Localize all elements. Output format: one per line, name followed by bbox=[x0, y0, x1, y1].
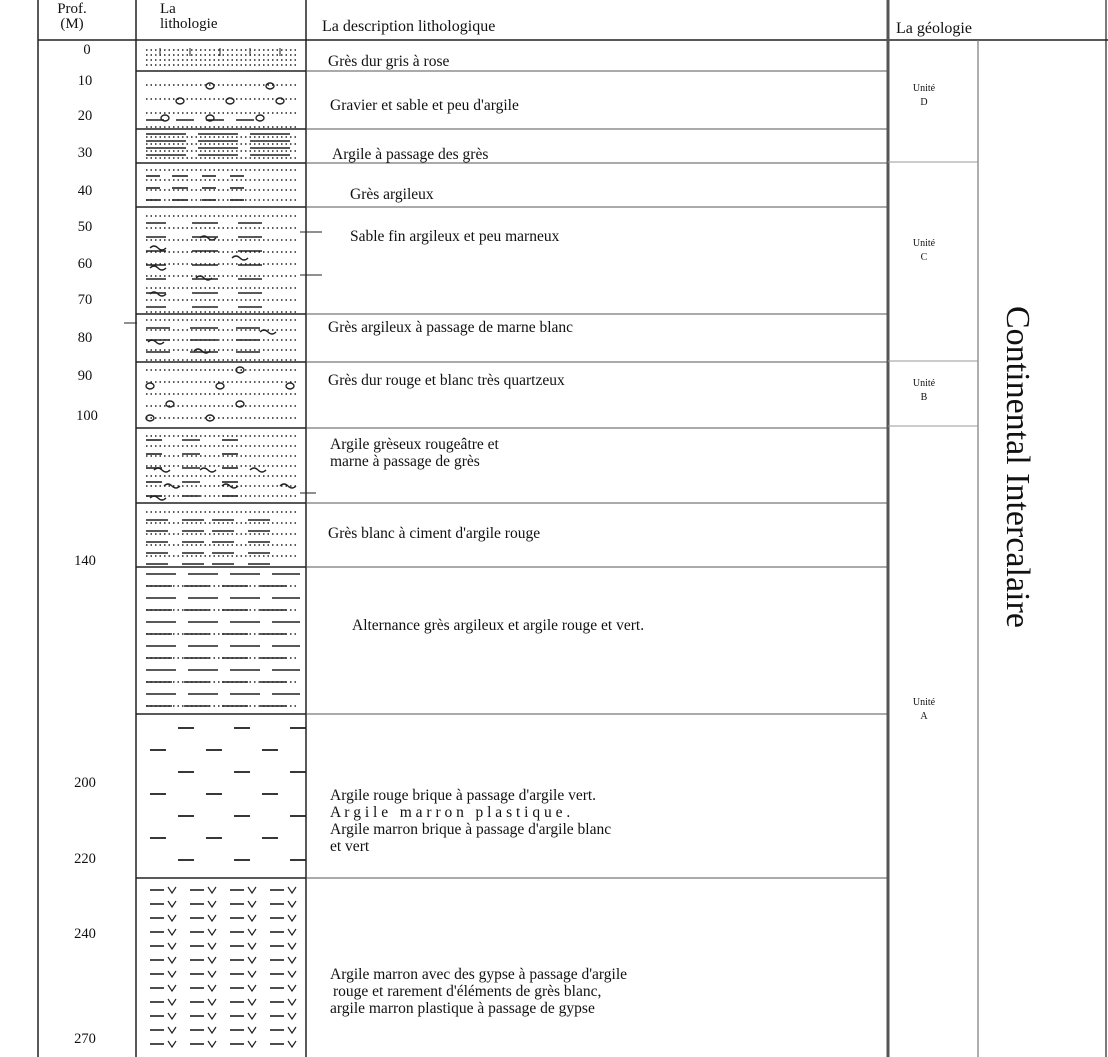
gypsum-symbol bbox=[168, 957, 176, 963]
depth-label: 270 bbox=[74, 1031, 96, 1047]
depth-label: 70 bbox=[77, 292, 93, 308]
depth-label: 220 bbox=[74, 851, 96, 867]
pebble-symbol bbox=[266, 83, 274, 89]
marl-symbol bbox=[222, 484, 238, 488]
gypsum-symbol bbox=[168, 971, 176, 977]
gypsum-symbol bbox=[248, 1027, 256, 1033]
depth-label: 10 bbox=[77, 73, 93, 89]
depth-label: 20 bbox=[77, 108, 93, 124]
gypsum-symbol bbox=[168, 985, 176, 991]
gypsum-symbol bbox=[208, 957, 216, 963]
layer-description: Alternance grès argileux et argile rouge et vert. bbox=[352, 617, 645, 634]
depth-label: 0 bbox=[83, 42, 91, 58]
gypsum-symbol bbox=[248, 915, 256, 921]
gypsum-symbol bbox=[248, 929, 256, 935]
unit-label: Unité A bbox=[912, 697, 936, 722]
gypsum-symbol bbox=[168, 901, 176, 907]
gypsum-symbol bbox=[168, 1027, 176, 1033]
pebble-symbol bbox=[226, 98, 234, 104]
gypsum-symbol bbox=[168, 887, 176, 893]
gypsum-symbol bbox=[248, 971, 256, 977]
unit-label: Unité B bbox=[912, 378, 936, 403]
description-header: La description lithologique bbox=[322, 18, 496, 35]
gypsum-symbol bbox=[248, 887, 256, 893]
gypsum-symbol bbox=[248, 999, 256, 1005]
depth-label: 90 bbox=[77, 368, 93, 384]
gypsum-symbol bbox=[208, 887, 216, 893]
layer-description: Grès dur gris à rose bbox=[328, 53, 450, 70]
geology-header: La géologie bbox=[896, 20, 972, 37]
unit-label: Unité C bbox=[912, 238, 936, 263]
gypsum-symbol bbox=[208, 901, 216, 907]
gypsum-symbol bbox=[248, 957, 256, 963]
gypsum-symbol bbox=[288, 999, 296, 1005]
layer-description: Argile marron avec des gypse à passage d'argile rouge et rarement d'éléments de grès blanc, argile marron plastique à passage de gypse bbox=[330, 966, 628, 1017]
marl-symbol bbox=[232, 256, 248, 260]
gypsum-symbol bbox=[248, 901, 256, 907]
gypsum-symbol bbox=[208, 929, 216, 935]
depth-label: 80 bbox=[77, 330, 93, 346]
layer-description: Grès argileux à passage de marne blanc bbox=[328, 319, 574, 336]
gypsum-symbol bbox=[168, 999, 176, 1005]
gypsum-symbol bbox=[168, 1013, 176, 1019]
gypsum-symbol bbox=[208, 971, 216, 977]
gypsum-symbol bbox=[288, 943, 296, 949]
gypsum-symbol bbox=[288, 971, 296, 977]
gypsum-symbol bbox=[248, 1013, 256, 1019]
gypsum-symbol bbox=[248, 985, 256, 991]
gypsum-symbol bbox=[208, 943, 216, 949]
depth-label: 60 bbox=[77, 256, 93, 272]
gypsum-symbol bbox=[248, 943, 256, 949]
pebble-symbol bbox=[286, 383, 294, 389]
layer-description: Argile rouge brique à passage d'argile vert. A r g i l e m a r r o n p l a s t i q u e . Argile marron brique à passage d'argile blanc et vert bbox=[330, 787, 612, 855]
gypsum-symbol bbox=[208, 915, 216, 921]
gypsum-symbol bbox=[288, 1013, 296, 1019]
depth-label: 50 bbox=[77, 219, 93, 235]
pebble-symbol bbox=[206, 83, 214, 89]
layer-description: Gravier et sable et peu d'argile bbox=[330, 97, 519, 114]
gypsum-symbol bbox=[248, 1041, 256, 1047]
depth-label: 140 bbox=[74, 553, 96, 569]
pebble-symbol bbox=[276, 98, 284, 104]
pebble-symbol bbox=[216, 383, 224, 389]
depth-label: 200 bbox=[74, 775, 96, 791]
gypsum-symbol bbox=[208, 1013, 216, 1019]
depth-label: 100 bbox=[76, 408, 98, 424]
layer-description: Grès argileux bbox=[350, 186, 434, 203]
gypsum-symbol bbox=[288, 901, 296, 907]
depth-header: Prof. (M) bbox=[57, 1, 87, 32]
marl-symbol bbox=[250, 468, 266, 472]
pebble-symbol bbox=[146, 383, 154, 389]
depth-label: 40 bbox=[77, 183, 93, 199]
pebble-symbol bbox=[256, 115, 264, 121]
gypsum-symbol bbox=[168, 1041, 176, 1047]
gypsum-symbol bbox=[168, 943, 176, 949]
gypsum-symbol bbox=[288, 915, 296, 921]
layer-description: Grès blanc à ciment d'argile rouge bbox=[328, 525, 541, 542]
gypsum-symbol bbox=[208, 1027, 216, 1033]
layer-description: Sable fin argileux et peu marneux bbox=[350, 228, 560, 245]
marl-symbol bbox=[200, 468, 216, 472]
pebble-symbol bbox=[236, 401, 244, 407]
gypsum-symbol bbox=[208, 985, 216, 991]
gypsum-symbol bbox=[288, 929, 296, 935]
marl-symbol bbox=[150, 246, 166, 250]
layer-description: Grès dur rouge et blanc très quartzeux bbox=[328, 372, 565, 389]
marl-symbol bbox=[150, 266, 166, 270]
gypsum-symbol bbox=[208, 1041, 216, 1047]
depth-label: 30 bbox=[77, 145, 93, 161]
unit-label: Unité D bbox=[912, 83, 936, 108]
layer-description: Argile à passage des grès bbox=[332, 146, 489, 163]
layer-description: Argile grèseux rougeâtre et marne à passage de grès bbox=[330, 436, 499, 470]
gypsum-symbol bbox=[168, 915, 176, 921]
geological-group-label: Continental Intercalaire bbox=[999, 306, 1036, 628]
depth-label: 240 bbox=[74, 926, 96, 942]
lithology-header: La lithologie bbox=[160, 1, 218, 32]
gypsum-symbol bbox=[168, 929, 176, 935]
gypsum-symbol bbox=[288, 985, 296, 991]
gypsum-symbol bbox=[288, 1041, 296, 1047]
gypsum-symbol bbox=[288, 1027, 296, 1033]
gypsum-symbol bbox=[208, 999, 216, 1005]
pebble-symbol bbox=[176, 98, 184, 104]
gypsum-symbol bbox=[288, 887, 296, 893]
gypsum-symbol bbox=[288, 957, 296, 963]
